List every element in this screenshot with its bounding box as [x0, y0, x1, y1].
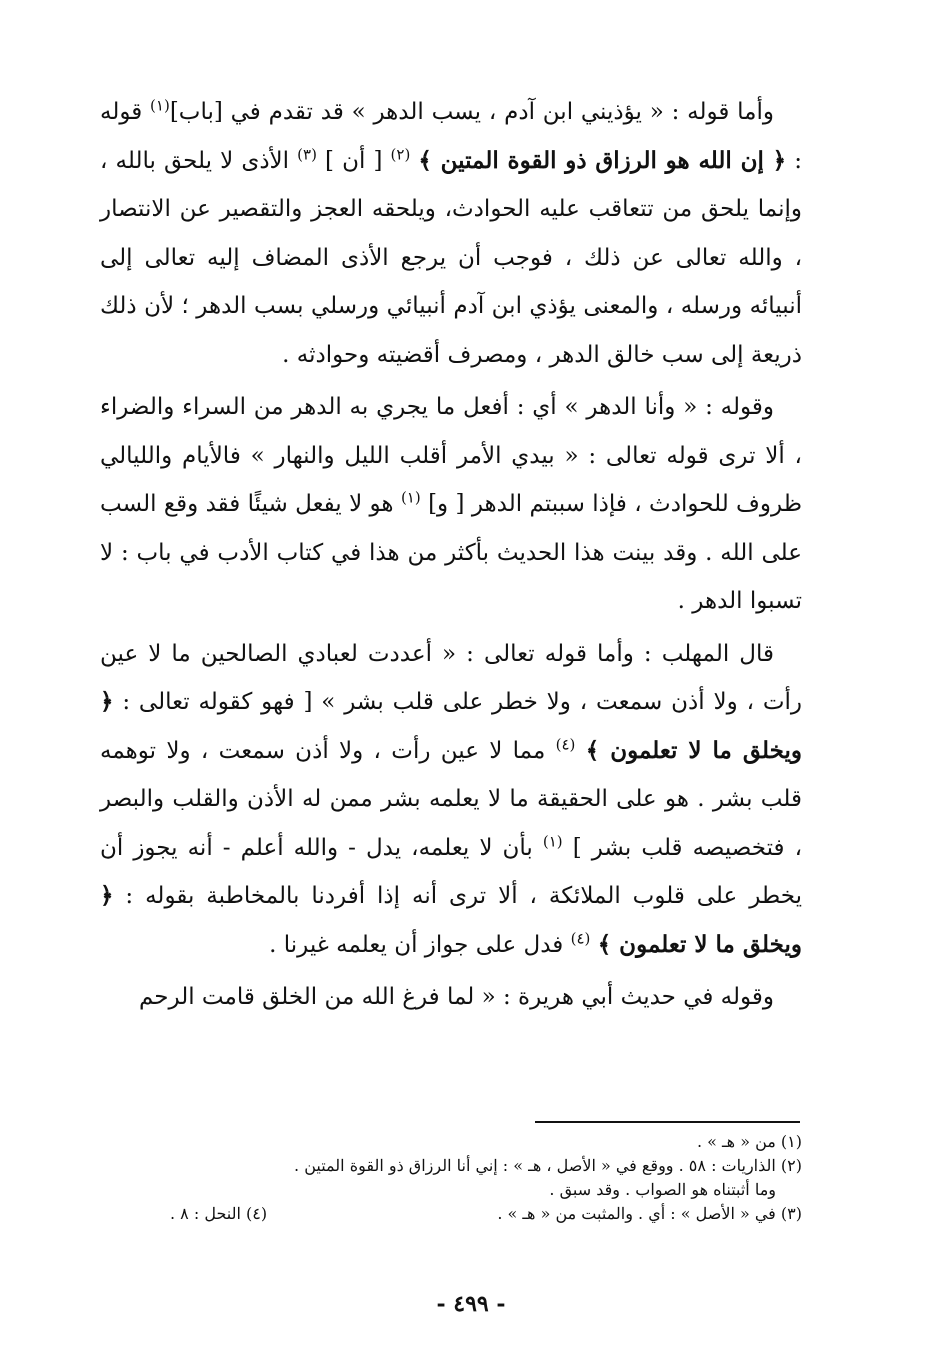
footnote-ref: (٣) [297, 144, 317, 163]
footnote-1: (١) من « هـ » . [696, 1132, 802, 1151]
text-span [575, 738, 585, 764]
text-span: [ أن ] [316, 147, 391, 174]
text-span: قال المهلب : وأما قوله تعالى : « أعددت لعبادي الصالحين ما لا عين رأت ، ولا أذن سمعت ، ولا خطر على قلب بشر » [ فهو كقوله تعالى : [100, 640, 802, 715]
text-span: بأن لا يعلمه، يدل - والله أعلم - أنه يجوز أن يخطر على قلوب الملائكة ، ألا ترى أنه إذا أفردنا بالمخاطبة بقوله : [100, 834, 802, 909]
footnote-2: (٢) الذاريات : ٥٨ . ووقع في « الأصل ، هـ » : إني أنا الرزاق ذو القوة المتين . [294, 1156, 802, 1175]
footnote-row [100, 1202, 802, 1226]
paragraph-2 [100, 383, 802, 626]
footnote-divider [535, 1121, 800, 1123]
footnote-2-continuation: وما أثبتناه هو الصواب . وقد سبق . [549, 1180, 776, 1199]
quran-quote: ﴿ إن الله هو الرزاق ذو القوة المتين ﴾ [418, 146, 787, 174]
text-span: وقوله : « وأنا الدهر » أي : أفعل ما يجري به الدهر من السراء والضراء ، ألا ترى قوله تعالى : « بيدي الأمر أقلب الليل والنهار » فالأيام والليالي ظروف للحوادث ، فإذا سببتم الدهر [ و] [100, 394, 803, 517]
text-span: مما لا عين رأت ، ولا أذن سمعت ، ولا توهمه قلب بشر . هو على الحقيقة ما لا يعلمه بشر ممن له الأذن والقلب والبصر ، فتخصيصه قلب بشر ] [100, 737, 802, 861]
page-number: - ٤٩٩ - [436, 1291, 506, 1317]
main-text [100, 88, 802, 1022]
text-span: وقوله في حديث أبي هريرة : « لما فرغ الله من الخلق قامت الرحم [138, 984, 774, 1010]
footnote-3: (٣) في « الأصل » : أي . والمثبت من « هـ » . [497, 1204, 802, 1223]
text-span: فدل على جواز أن يعلمه غيرنا . [269, 931, 571, 958]
footnote-ref: (٤) [570, 928, 591, 947]
text-span: هو لا يفعل شيئًا فقد وقع السب على الله . وقد بينت هذا الحديث بأكثر من هذا في كتاب الأدب في باب : لا تسبوا الدهر . [100, 491, 802, 614]
text-span [590, 932, 597, 958]
paragraph-4 [100, 973, 802, 1022]
footnotes [100, 1130, 802, 1226]
footnote-ref: (١) [542, 831, 563, 850]
paragraph-3 [100, 630, 802, 970]
text-span: الأذى لا يلحق بالله ، وإنما يلحق من تتعاقب عليه الحوادث، ويلحقه العجز والتقصير عن الانتصار ، والله تعالى عن ذلك ، فوجب أن يرجع الأذى المضاف إليه تعالى إلى أنبيائه ورسله ، والمعنى يؤذي ابن آدم أنبيائي ورسلي بسب الدهر ؛ لأن ذلك ذريعة إلى سب خالق الدهر ، ومصرف أقضيته وحوادثه . [100, 147, 803, 368]
footnote-ref: (١) [400, 488, 421, 507]
quran-quote: ﴿ ويخلق ما لا تعلمون ﴾ [100, 882, 802, 958]
paragraph-1 [100, 88, 802, 379]
quran-quote: ﴿ ويخلق ما لا تعلمون ﴾ [100, 688, 802, 764]
footnote-ref: (٢) [390, 144, 411, 163]
text-span: قوله : [100, 99, 802, 174]
text-span: وأما قوله : « يؤذيني ابن آدم ، يسب الدهر » قد تقدم في [باب] [169, 99, 774, 125]
footnote-4: (٤) النحل : ٨ . [170, 1204, 268, 1223]
footnote-ref: (٤) [555, 734, 576, 753]
footnote-ref: (١) [150, 96, 170, 115]
